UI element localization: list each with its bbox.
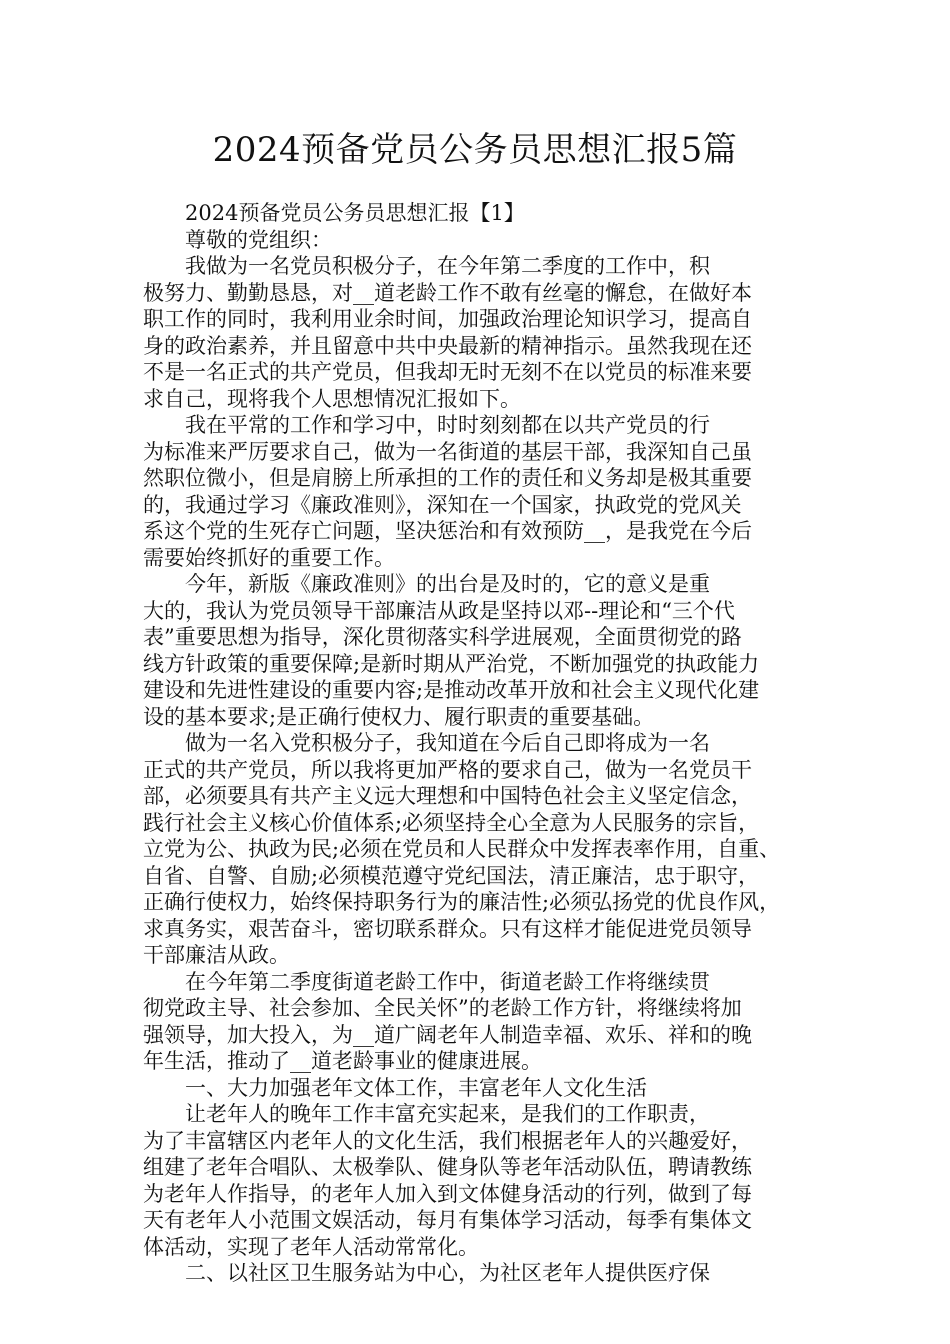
body-line: 大的，我认为党员领导干部廉洁从政是坚持以邓--理论和“三个代 [143, 598, 735, 623]
body-line: 的，我通过学习《廉政准则》，深知在一个国家，执政党的党风关 [143, 492, 742, 517]
body-line: 不是一名正式的共产党员，但我却无时无刻不在以党员的标准来要 [143, 360, 752, 384]
body-line: 二、以社区卫生服务站为中心，为社区老年人提供医疗保 [185, 1261, 710, 1285]
body-line: 体活动，实现了老年人活动常常化。 [143, 1234, 479, 1259]
body-line: 极努力、勤勤恳恳，对__道老龄工作不敢有丝毫的懈怠，在做好本 [143, 280, 752, 305]
body-line: 线方针政策的重要保障;是新时期从严治党，不断加强党的执政能力 [143, 651, 760, 676]
body-line: 在今年第二季度街道老龄工作中，街道老龄工作将继续贯 [185, 969, 710, 994]
body-line: 设的基本要求;是正确行使权力、履行职责的重要基础。 [143, 704, 655, 729]
body-line: 干部廉洁从政。 [143, 943, 290, 967]
body-line: 求自己，现将我个人思想情况汇报如下。 [143, 386, 521, 411]
body-line: 做为一名入党积极分子，我知道在今后自己即将成为一名 [185, 731, 710, 755]
body-line: 系这个党的生死存亡问题，坚决惩治和有效预防__，是我党在今后 [143, 519, 752, 543]
body-line: 组建了老年合唱队、太极拳队、健身队等老年活动队伍，聘请教练 [143, 1155, 752, 1179]
document-body [143, 200, 815, 1287]
body-line: 为标准来严厉要求自己，做为一名街道的基层干部，我深知自己虽 [143, 439, 752, 464]
body-line: 我在平常的工作和学习中，时时刻刻都在以共产党员的行 [185, 413, 710, 437]
body-line: 年生活，推动了__道老龄事业的健康进展。 [143, 1049, 542, 1073]
body-line: 需要始终抓好的重要工作。 [143, 545, 395, 570]
body-line: 职工作的同时，我利用业余时间，加强政治理论知识学习，提高自 [143, 307, 752, 331]
body-line: 身的政治素养，并且留意中共中央最新的精神指示。虽然我现在还 [143, 333, 752, 358]
body-line: 正确行使权力，始终保持职务行为的廉洁性;必须弘扬党的优良作风， [143, 890, 781, 914]
body-line: 尊敬的党组织： [185, 227, 332, 252]
body-line: 彻党政主导、社会参加、全民关怀”的老龄工作方针，将继续将加 [143, 996, 742, 1020]
body-line: 天有老年人小范围文娱活动，每月有集体学习活动，每季有集体文 [143, 1208, 752, 1232]
body-line: 表”重要思想为指导，深化贯彻落实科学进展观，全面贯彻党的路 [143, 625, 742, 649]
body-line: 立党为公、执政为民;必须在党员和人民群众中发挥表率作用，自重、 [143, 837, 781, 861]
body-line: 部，必须要具有共产主义远大理想和中国特色社会主义坚定信念， [143, 784, 752, 808]
body-line: 为了丰富辖区内老年人的文化生活，我们根据老年人的兴趣爱好， [143, 1128, 752, 1153]
body-line: 强领导，加大投入，为__道广阔老年人制造幸福、欢乐、祥和的晚 [143, 1022, 752, 1047]
body-line: 自省、自警、自励;必须模范遵守党纪国法，清正廉洁，忠于职守， [143, 863, 760, 888]
body-line: 今年，新版《廉政准则》的出台是及时的，它的意义是重 [185, 572, 710, 596]
body-line: 求真务实，艰苦奋斗，密切联系群众。只有这样才能促进党员领导 [143, 916, 752, 941]
body-line: 一、大力加强老年文体工作，丰富老年人文化生活 [185, 1075, 647, 1100]
body-line: 让老年人的晚年工作丰富充实起来，是我们的工作职责， [185, 1102, 710, 1126]
body-line: 然职位微小，但是肩膀上所承担的工作的责任和义务却是极其重要 [143, 466, 752, 490]
body-line: 我做为一名党员积极分子，在今年第二季度的工作中，积 [185, 254, 710, 278]
body-line: 正式的共产党员，所以我将更加严格的要求自己，做为一名党员干 [143, 757, 752, 782]
document-title: 2024预备党员公务员思想汇报5篇 [212, 130, 738, 170]
body-line: 建设和先进性建设的重要内容;是推动改革开放和社会主义现代化建 [143, 678, 760, 702]
body-line: 践行社会主义核心价值体系;必须坚持全心全意为人民服务的宗旨， [143, 810, 760, 835]
body-line: 为老年人作指导，的老年人加入到文体健身活动的行列，做到了每 [143, 1181, 752, 1206]
body-line: 2024预备党员公务员思想汇报【1】 [185, 201, 525, 225]
